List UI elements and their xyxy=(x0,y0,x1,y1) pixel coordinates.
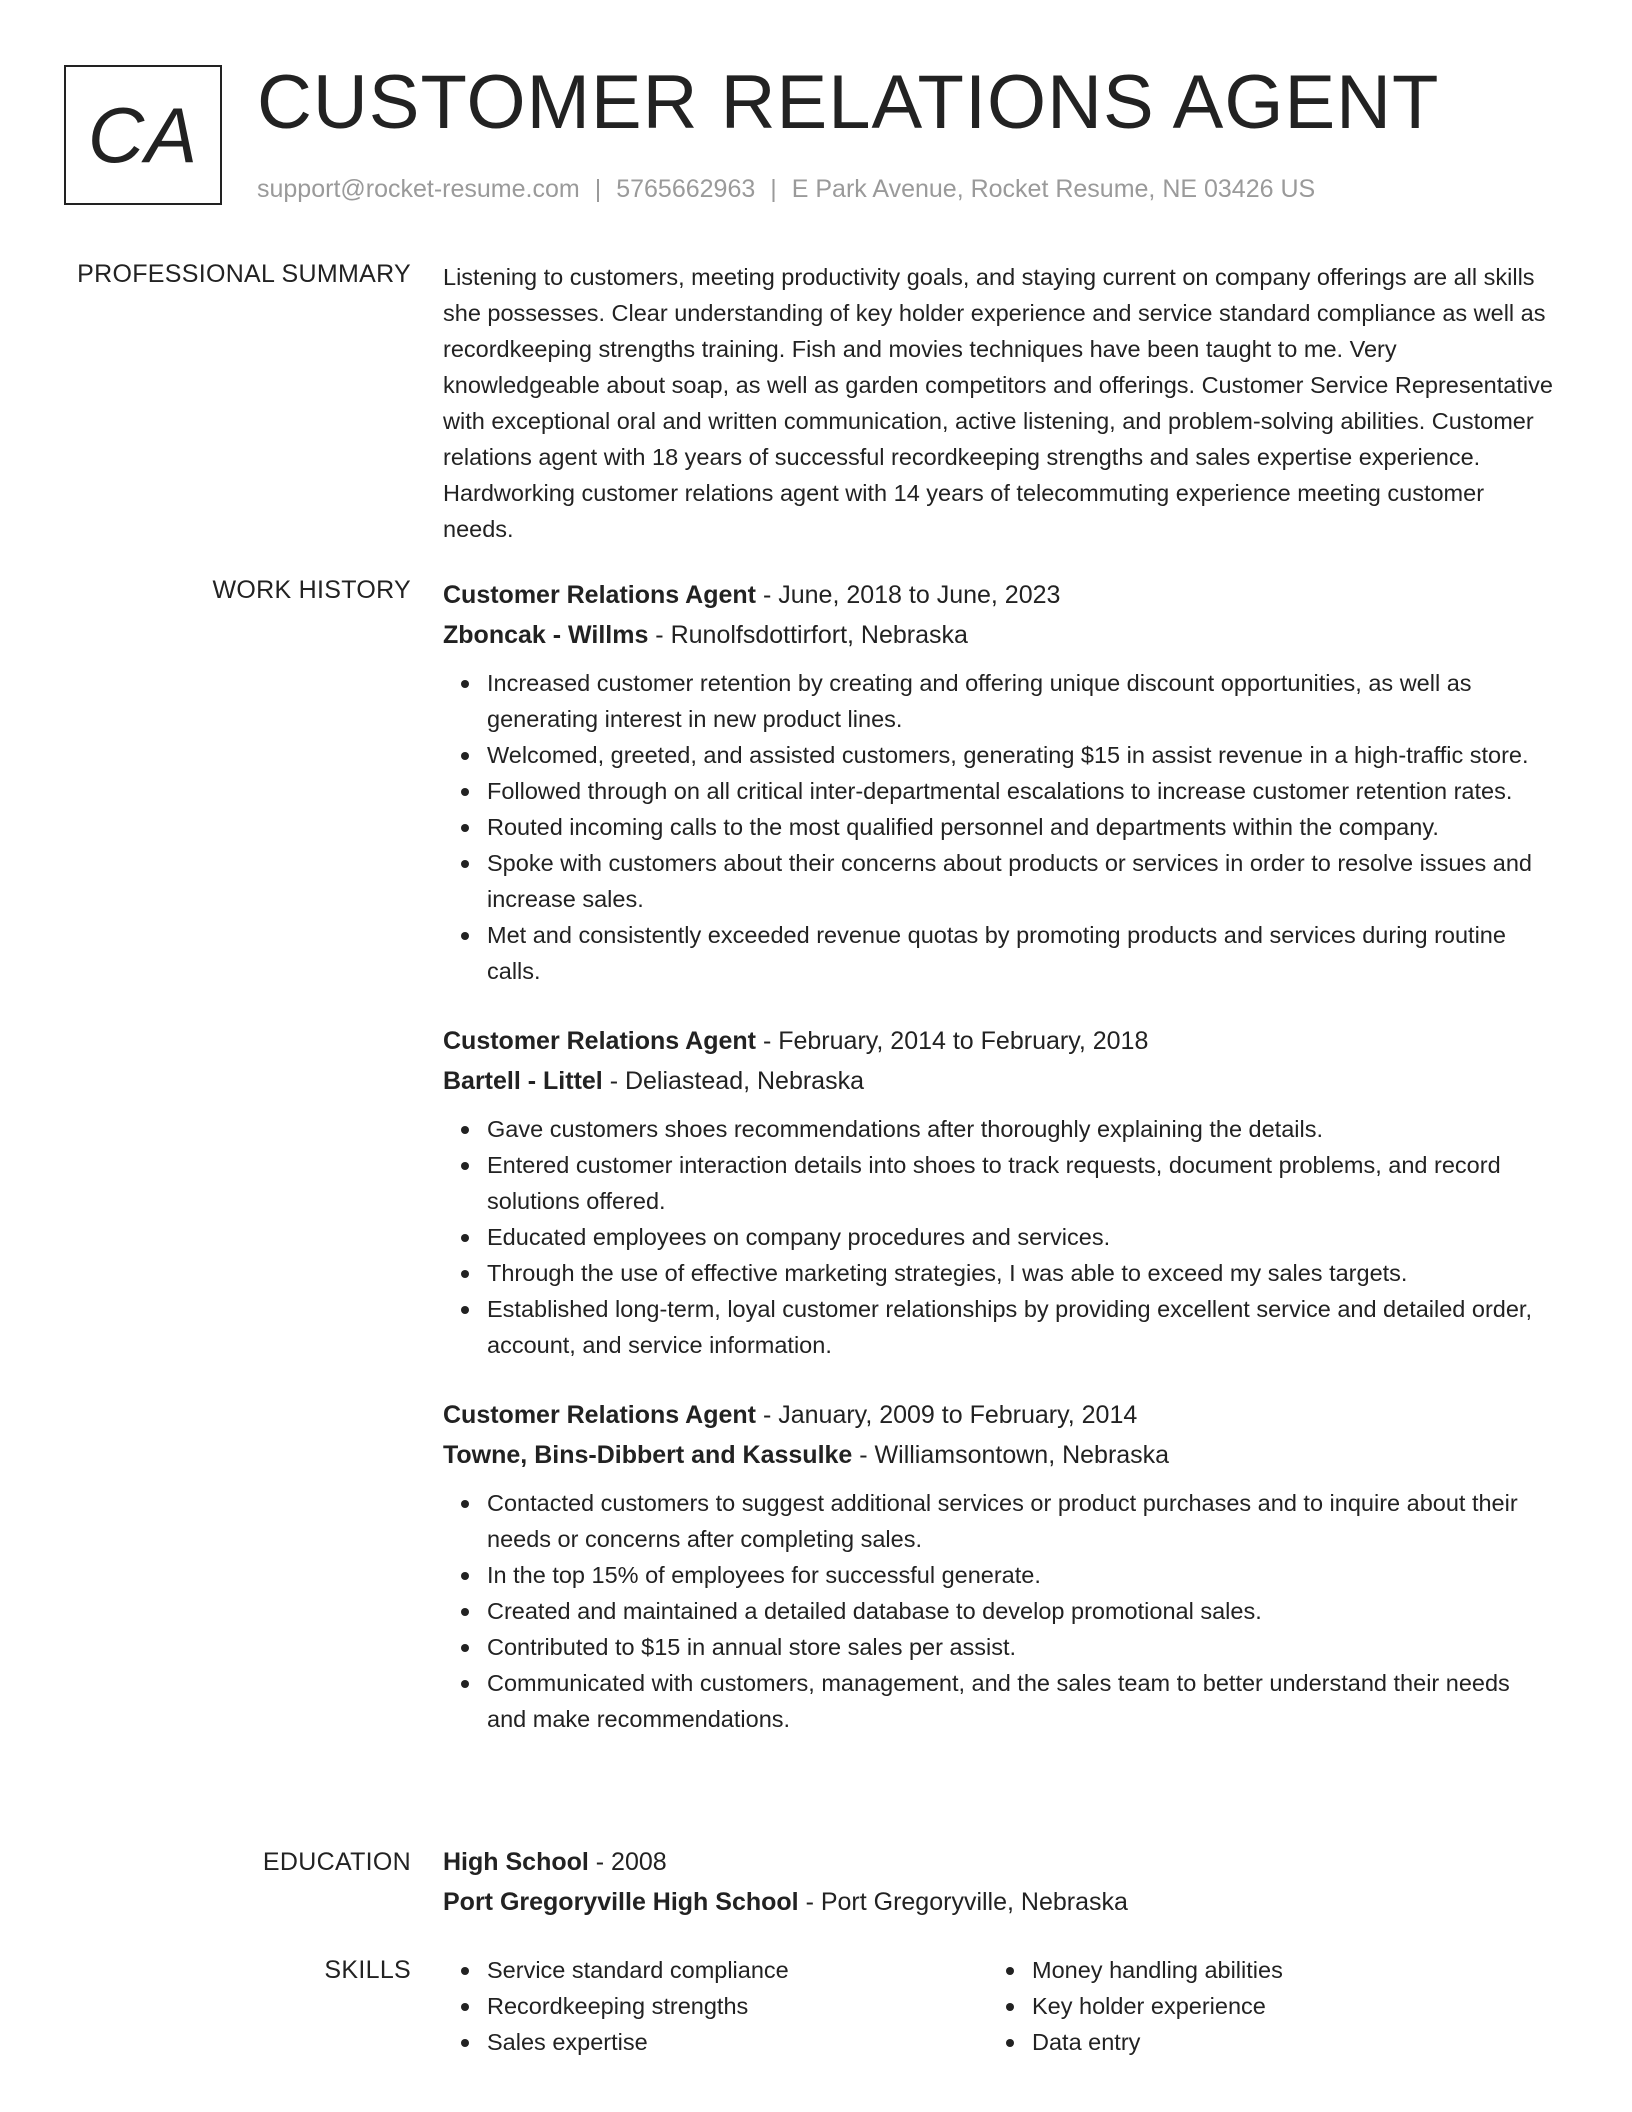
list-item: Contacted customers to suggest additional services or product purchases and to inquire about their needs or concerns after completing sales. xyxy=(487,1485,1555,1557)
summary-text: Listening to customers, meeting productivity goals, and staying current on company offerings are all skills she possesses. Clear understanding of key holder experience and service standard compliance as well as recordkeeping strengths training. Fish and movies techniques have been taught to me. Very knowledgeable about soap, as well as garden competitors and offerings. Customer Service Representative with exceptional oral and written communication, active listening, and problem-solving abilities. Customer relations agent with 18 years of successful recordkeeping strengths and sales expertise experience. Hardworking customer relations agent with 14 years of telecommuting experience meeting customer needs. xyxy=(443,264,1553,542)
job-dates: - February, 2014 to February, 2018 xyxy=(756,1027,1149,1055)
list-item: Money handling abilities xyxy=(1032,1952,1533,1988)
list-item: Created and maintained a detailed database to develop promotional sales. xyxy=(487,1593,1555,1629)
work-history-body xyxy=(443,575,1555,1737)
education-year: - 2008 xyxy=(588,1848,667,1876)
job-company-line xyxy=(443,1061,1555,1101)
job-company-line xyxy=(443,615,1555,655)
job-role-line xyxy=(443,575,1555,615)
education-degree-line xyxy=(443,1842,1555,1882)
contact-email: support@rocket-resume.com xyxy=(257,175,580,203)
list-item: Met and consistently exceeded revenue quotas by promoting products and services during routine calls. xyxy=(487,917,1555,989)
job-role: Customer Relations Agent xyxy=(443,1401,757,1429)
list-item: Sales expertise xyxy=(487,2024,988,2060)
list-item: Spoke with customers about their concerns about products or services in order to resolve issues and increase sales. xyxy=(487,845,1555,917)
list-item: Key holder experience xyxy=(1032,1988,1533,2024)
list-item: Through the use of effective marketing strategies, I was able to exceed my sales targets. xyxy=(487,1255,1555,1291)
education-school: Port Gregoryville High School xyxy=(443,1888,799,1916)
education-heading: EDUCATION xyxy=(262,1848,411,1876)
list-item: Recordkeeping strengths xyxy=(487,1988,988,2024)
job-bullets xyxy=(443,1485,1555,1737)
monogram: CA xyxy=(64,65,222,205)
job-role-line xyxy=(443,1395,1555,1435)
job-company-line xyxy=(443,1435,1555,1475)
job-role-line xyxy=(443,1021,1555,1061)
job-entry xyxy=(443,575,1555,989)
contact-phone: 5765662963 xyxy=(616,175,756,203)
skills-list xyxy=(988,1952,1533,2060)
education-degree: High School xyxy=(443,1848,589,1876)
job-location: - Deliastead, Nebraska xyxy=(602,1067,864,1095)
job-company: Bartell - Littel xyxy=(443,1067,603,1095)
job-bullets xyxy=(443,1111,1555,1363)
list-item: Increased customer retention by creating and offering unique discount opportunities, as well as generating interest in new product lines. xyxy=(487,665,1555,737)
job-dates: - June, 2018 to June, 2023 xyxy=(756,581,1061,609)
list-item: Communicated with customers, management, and the sales team to better understand their needs and make recommendations. xyxy=(487,1665,1555,1737)
list-item: Educated employees on company procedures and services. xyxy=(487,1219,1555,1255)
education-location: - Port Gregoryville, Nebraska xyxy=(798,1888,1128,1916)
list-item: In the top 15% of employees for successful generate. xyxy=(487,1557,1555,1593)
job-dates: - January, 2009 to February, 2014 xyxy=(756,1401,1138,1429)
list-item: Welcomed, greeted, and assisted customers, generating $15 in assist revenue in a high-traffic store. xyxy=(487,737,1555,773)
skills-heading: SKILLS xyxy=(324,1956,411,1984)
skills-list xyxy=(443,1952,988,2060)
job-company: Towne, Bins-Dibbert and Kassulke xyxy=(443,1441,853,1469)
summary-body xyxy=(443,259,1555,547)
job-role: Customer Relations Agent xyxy=(443,581,757,609)
list-item: Service standard compliance xyxy=(487,1952,988,1988)
list-item: Contributed to $15 in annual store sales per assist. xyxy=(487,1629,1555,1665)
list-item: Followed through on all critical inter-departmental escalations to increase customer retention rates. xyxy=(487,773,1555,809)
page-title: CUSTOMER RELATIONS AGENT xyxy=(257,60,1440,145)
contact-line xyxy=(257,174,1315,204)
list-item: Gave customers shoes recommendations after thoroughly explaining the details. xyxy=(487,1111,1555,1147)
work-history-heading: WORK HISTORY xyxy=(212,576,411,604)
job-entry xyxy=(443,1395,1555,1737)
job-location: - Williamsontown, Nebraska xyxy=(852,1441,1170,1469)
skills-column-right xyxy=(988,1952,1533,2060)
education-school-line xyxy=(443,1882,1555,1922)
skills-body xyxy=(443,1952,1555,2060)
contact-separator: | xyxy=(594,175,602,203)
education-body xyxy=(443,1842,1555,1922)
job-company: Zboncak - Willms xyxy=(443,621,649,649)
skills-grid xyxy=(443,1952,1555,2060)
contact-separator: | xyxy=(770,175,777,203)
list-item: Established long-term, loyal customer relationships by providing excellent service and detailed order, account, and service information. xyxy=(487,1291,1555,1363)
job-entry xyxy=(443,1021,1555,1363)
job-location: - Runolfsdottirfort, Nebraska xyxy=(648,621,968,649)
list-item: Entered customer interaction details into shoes to track requests, document problems, and record solutions offered. xyxy=(487,1147,1555,1219)
skills-column-left xyxy=(443,1952,988,2060)
contact-address: E Park Avenue, Rocket Resume, NE 03426 US xyxy=(791,175,1316,203)
list-item: Data entry xyxy=(1032,2024,1533,2060)
job-role: Customer Relations Agent xyxy=(443,1027,757,1055)
job-bullets xyxy=(443,665,1555,989)
list-item: Routed incoming calls to the most qualified personnel and departments within the company. xyxy=(487,809,1555,845)
summary-heading: PROFESSIONAL SUMMARY xyxy=(77,260,411,288)
